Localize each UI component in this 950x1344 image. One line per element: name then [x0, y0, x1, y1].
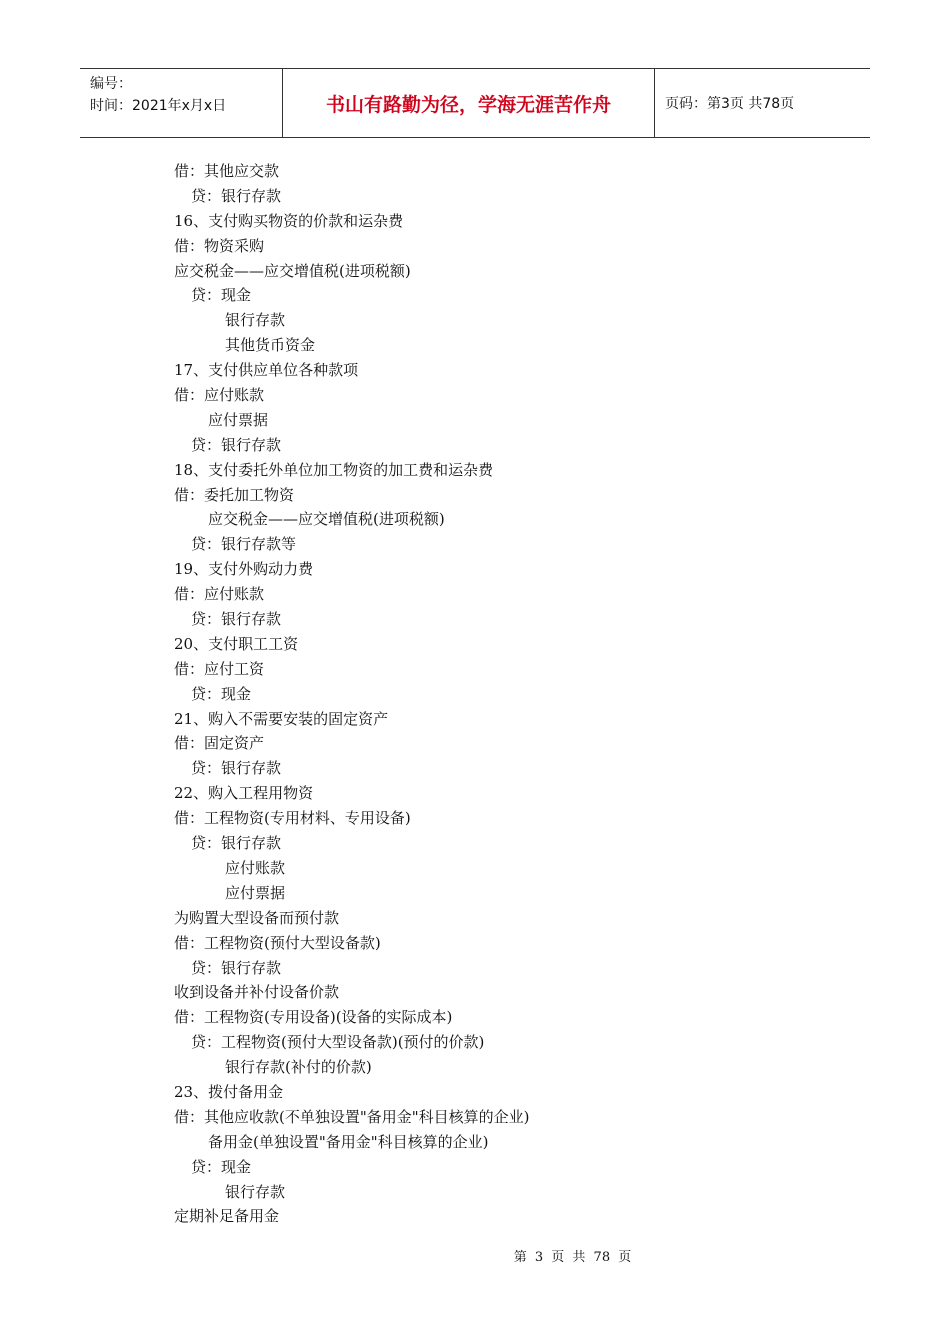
page-header — [80, 68, 870, 138]
body-line: 贷：银行存款 — [191, 610, 282, 629]
body-line: 贷：银行存款等 — [191, 535, 297, 554]
document-time-label: 时间：2021年x月x日 — [90, 98, 227, 114]
body-line: 17、支付供应单位各种款项 — [174, 361, 359, 380]
body-line: 22、购入工程用物资 — [174, 784, 314, 803]
body-line: 贷：现金 — [191, 286, 252, 305]
body-line: 为购置大型设备而预付款 — [174, 908, 340, 927]
body-line: 银行存款 — [225, 311, 286, 330]
body-line: 借：工程物资(专用设备)(设备的实际成本) — [174, 1008, 453, 1027]
document-number-label: 编号： — [90, 76, 132, 92]
body-line: 银行存款 — [225, 1182, 286, 1201]
header-page-number: 页码：第3页 共78页 — [665, 96, 795, 112]
body-line: 借：应付账款 — [174, 386, 265, 405]
body-line: 收到设备并补付设备价款 — [174, 983, 340, 1002]
body-line: 贷：工程物资(预付大型设备款)(预付的价款) — [191, 1033, 485, 1052]
body-line: 贷：银行存款 — [191, 435, 282, 454]
body-line: 16、支付购买物资的价款和运杂费 — [174, 211, 404, 230]
body-line: 23、拨付备用金 — [174, 1082, 284, 1101]
body-line: 应交税金——应交增值税(进项税额) — [208, 510, 445, 529]
body-line: 备用金(单独设置"备用金"科目核算的企业) — [208, 1132, 489, 1151]
body-line: 应付票据 — [208, 410, 269, 429]
body-line: 应付票据 — [225, 883, 286, 902]
document-body — [174, 159, 530, 1229]
body-line: 贷：银行存款 — [191, 958, 282, 977]
body-line: 贷：银行存款 — [191, 834, 282, 853]
body-line: 19、支付外购动力费 — [174, 560, 314, 579]
body-line: 应付账款 — [225, 858, 286, 877]
body-line: 18、支付委托外单位加工物资的加工费和运杂费 — [174, 460, 494, 479]
body-line: 借：工程物资(专用材料、专用设备) — [174, 809, 411, 828]
body-line: 借：应付账款 — [174, 585, 265, 604]
body-line: 借：物资采购 — [174, 236, 265, 255]
body-line: 贷：银行存款 — [191, 186, 282, 205]
body-line: 21、购入不需要安装的固定资产 — [174, 709, 389, 728]
body-line: 银行存款(补付的价款) — [225, 1058, 372, 1077]
body-line: 贷：现金 — [191, 684, 252, 703]
header-motto: 书山有路勤为径，学海无涯苦作舟 — [283, 69, 655, 137]
body-line: 其他货币资金 — [225, 336, 316, 355]
body-line: 贷：现金 — [191, 1157, 252, 1176]
body-line: 定期补足备用金 — [174, 1207, 280, 1226]
body-line: 20、支付职工工资 — [174, 634, 299, 653]
page-footer: 第 3 页 共 78 页 — [513, 1250, 632, 1265]
body-line: 借：应付工资 — [174, 659, 265, 678]
body-line: 借：委托加工物资 — [174, 485, 295, 504]
header-info — [80, 69, 283, 137]
body-line: 借：其他应收款(不单独设置"备用金"科目核算的企业) — [174, 1107, 530, 1126]
body-line: 借：工程物资(预付大型设备款) — [174, 933, 381, 952]
body-line: 借：其他应交款 — [174, 162, 280, 180]
body-line: 借：固定资产 — [174, 734, 265, 753]
body-line: 贷：银行存款 — [191, 759, 282, 778]
body-line: 应交税金——应交增值税(进项税额) — [174, 261, 411, 280]
